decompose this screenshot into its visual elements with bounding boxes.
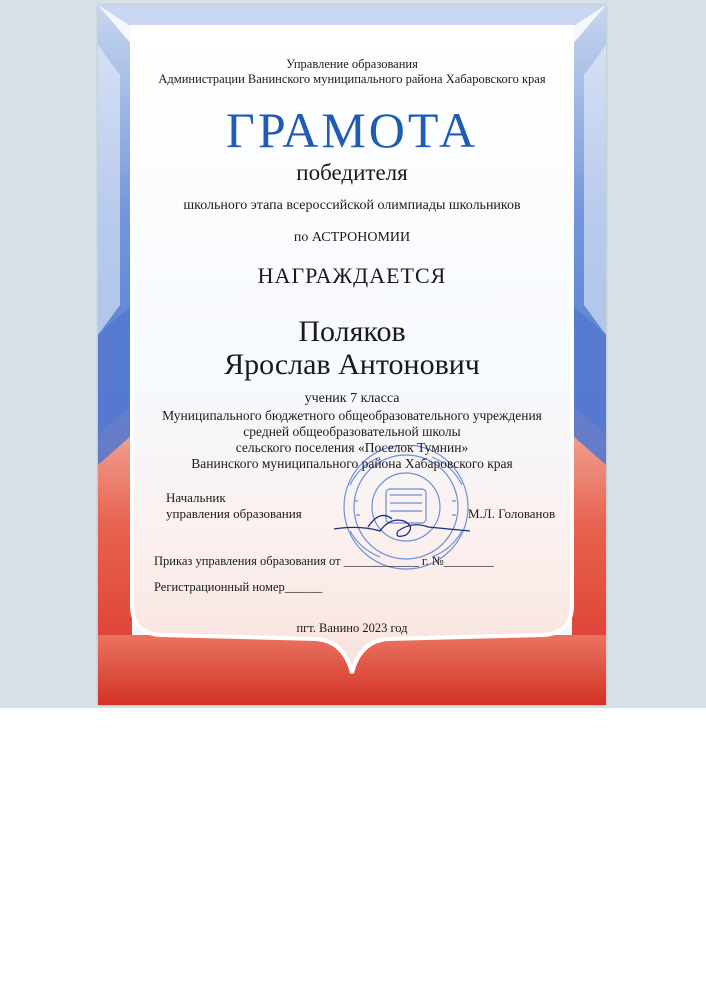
certificate-text	[98, 5, 606, 705]
order-line: Приказ управления образования от ____________ г. №________	[154, 554, 494, 568]
place-year: пгт. Ванино 2023 год	[296, 621, 408, 635]
signatory-name: М.Л. Голованов	[468, 506, 556, 521]
school-line-2: средней общеобразовательной школы	[243, 424, 461, 439]
event-line: школьного этапа всероссийской олимпиады школьников	[183, 198, 521, 213]
issuer-line-1: Управление образования	[286, 57, 418, 71]
school-line-4: Ванинского муниципального района Хабаровского края	[191, 456, 513, 471]
school-line-1: Муниципального бюджетного общеобразовательного учреждения	[162, 408, 542, 423]
certificate-title: ГРАМОТА	[225, 102, 479, 158]
signatory-title-2: управления образования	[166, 506, 302, 521]
signatory-title-1: Начальник	[166, 490, 226, 505]
certificate-subtitle: победителя	[296, 160, 408, 185]
grade-line: ученик 7 класса	[304, 391, 400, 406]
school-line-3: сельского поселения «Поселок Тумнин»	[235, 440, 469, 455]
awarded-label: НАГРАЖДАЕТСЯ	[257, 263, 447, 288]
recipient-surname: Поляков	[298, 315, 406, 348]
subject-line: по АСТРОНОМИИ	[293, 230, 411, 245]
issuer-line-2: Администрации Ванинского муниципального района Хабаровского края	[158, 72, 546, 86]
certificate-sheet	[98, 5, 606, 705]
registration-line: Регистрационный номер______	[154, 580, 323, 594]
recipient-given-names: Ярослав Антонович	[224, 348, 480, 381]
